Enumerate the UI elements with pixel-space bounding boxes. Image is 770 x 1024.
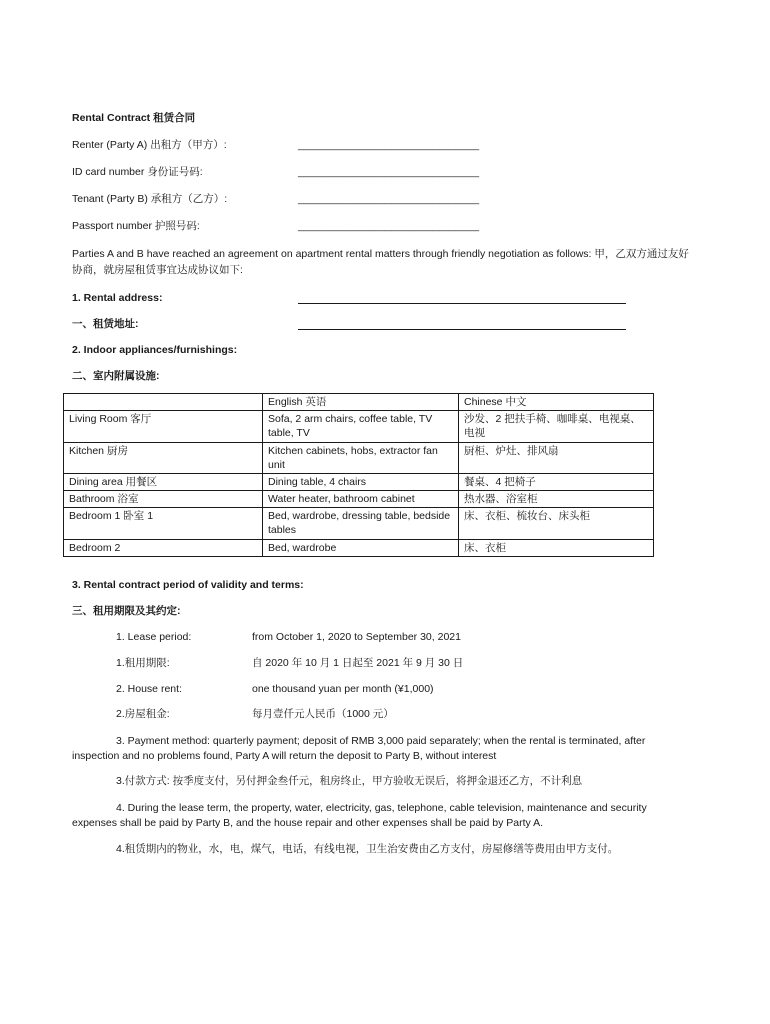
rental-address-line-zh[interactable] bbox=[298, 329, 626, 330]
chinese-cell: 热水器、浴室柜 bbox=[459, 491, 654, 508]
chinese-cell: 沙发、2 把扶手椅、咖啡桌、电视桌、电视 bbox=[459, 411, 654, 442]
expenses-zh: 4.租赁期内的物业，水，电，煤气，电话，有线电视，卫生治安费由乙方支付，房屋修缮等费用由甲方支付。 bbox=[116, 843, 619, 855]
chinese-cell: 床、衣柜、梳妆台、床头柜 bbox=[459, 508, 654, 539]
table-row bbox=[64, 539, 654, 556]
table-header-cell: English 英语 bbox=[263, 394, 459, 411]
payment-method-en: 3. Payment method: quarterly payment; deposit of RMB 3,000 paid separately; when the rental is terminated, after inspection and no problems found, Party A will return the deposit to Party B, without interest bbox=[72, 735, 646, 763]
chinese-cell: 床、衣柜 bbox=[459, 539, 654, 556]
lease-period-value-en: from October 1, 2020 to September 30, 2021 bbox=[252, 631, 461, 643]
furnishings-table bbox=[63, 393, 654, 557]
table-row bbox=[64, 491, 654, 508]
chinese-cell: 厨柜、炉灶、排风扇 bbox=[459, 442, 654, 473]
room-cell: Bedroom 1 卧室 1 bbox=[64, 508, 263, 539]
lease-period-value-zh: 自 2020 年 10 月 1 日起至 2021 年 9 月 30 日 bbox=[252, 657, 464, 669]
table-row bbox=[64, 508, 654, 539]
table-row bbox=[64, 473, 654, 490]
english-cell: Dining table, 4 chairs bbox=[263, 473, 459, 490]
room-cell: Bedroom 2 bbox=[64, 539, 263, 556]
house-rent-value-zh: 每月壹仟元人民币（1000 元） bbox=[252, 708, 394, 720]
section3-heading-en: 3. Rental contract period of validity and terms: bbox=[72, 579, 304, 591]
english-cell: Kitchen cabinets, hobs, extractor fan unit bbox=[263, 442, 459, 473]
section1-heading-zh: 一、租赁地址: bbox=[72, 318, 139, 330]
section1-heading-en: 1. Rental address: bbox=[72, 292, 163, 304]
table-header-cell: Chinese 中文 bbox=[459, 394, 654, 411]
lease-period-label-zh: 1.租用期限: bbox=[116, 657, 170, 669]
tenant-label: Tenant (Party B) 承租方（乙方）: bbox=[72, 193, 228, 205]
expenses-en: 4. During the lease term, the property, water, electricity, gas, telephone, cable television, maintenance and security expenses shall be paid by Party B, and the house repair and other expenses shall be paid by Party A. bbox=[72, 802, 647, 830]
lease-period-label-en: 1. Lease period: bbox=[116, 631, 192, 643]
english-cell: Bed, wardrobe bbox=[263, 539, 459, 556]
chinese-cell: 餐桌、4 把椅子 bbox=[459, 473, 654, 490]
payment-method-zh: 3.付款方式: 按季度支付，另付押金叁仟元，租房终止，甲方验收无误后，将押金退还乙方，不计利息 bbox=[116, 775, 583, 787]
section2-heading-en: 2. Indoor appliances/furnishings: bbox=[72, 344, 238, 356]
english-cell: Sofa, 2 arm chairs, coffee table, TV table, TV bbox=[263, 411, 459, 442]
house-rent-label-zh: 2.房屋租金: bbox=[116, 708, 170, 720]
passport-label: Passport number 护照号码: bbox=[72, 220, 200, 232]
section2-heading-zh: 二、室内附属设施: bbox=[72, 370, 160, 382]
section3-heading-zh: 三、租用期限及其约定: bbox=[72, 605, 181, 617]
passport-blank[interactable]: _______________________________ bbox=[298, 220, 480, 232]
house-rent-value-en: one thousand yuan per month (¥1,000) bbox=[252, 683, 434, 695]
house-rent-label-en: 2. House rent: bbox=[116, 683, 182, 695]
intro-paragraph: Parties A and B have reached an agreement on apartment rental matters through friendly negotiation as follows: 甲，乙双方通过友好协商，就房屋租赁事宜达成协议如下: bbox=[72, 248, 689, 277]
id-card-blank[interactable]: _______________________________ bbox=[298, 166, 480, 178]
table-row bbox=[64, 411, 654, 442]
english-cell: Bed, wardrobe, dressing table, bedside tables bbox=[263, 508, 459, 539]
table-header-cell bbox=[64, 394, 263, 411]
document-title: Rental Contract 租赁合同 bbox=[72, 112, 196, 124]
room-cell: Kitchen 厨房 bbox=[64, 442, 263, 473]
table-row bbox=[64, 442, 654, 473]
room-cell: Dining area 用餐区 bbox=[64, 473, 263, 490]
renter-blank[interactable]: _______________________________ bbox=[298, 139, 480, 151]
tenant-blank[interactable]: _______________________________ bbox=[298, 193, 480, 205]
room-cell: Bathroom 浴室 bbox=[64, 491, 263, 508]
renter-label: Renter (Party A) 出租方（甲方）: bbox=[72, 139, 227, 151]
rental-address-line-en[interactable] bbox=[298, 303, 626, 304]
table-header-row bbox=[64, 394, 654, 411]
id-card-label: ID card number 身份证号码: bbox=[72, 166, 203, 178]
room-cell: Living Room 客厅 bbox=[64, 411, 263, 442]
english-cell: Water heater, bathroom cabinet bbox=[263, 491, 459, 508]
